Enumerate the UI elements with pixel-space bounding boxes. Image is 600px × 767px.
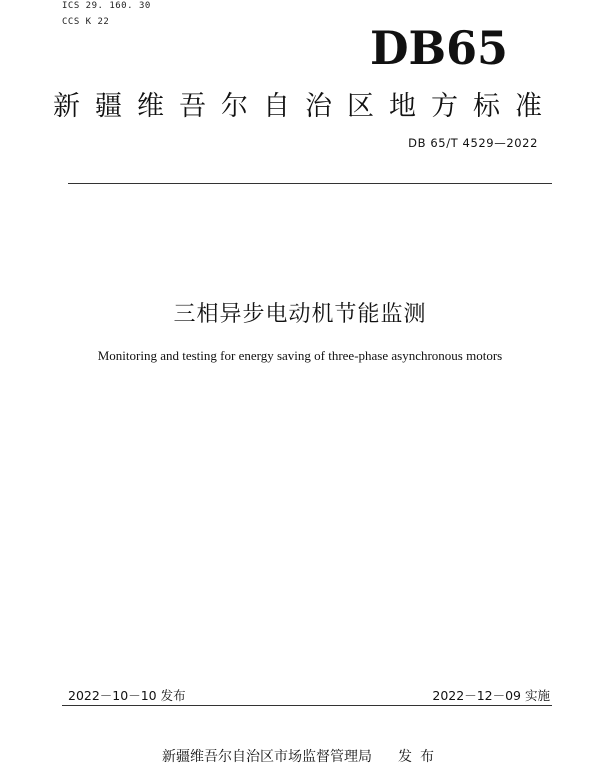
document-title-zh: 三相异步电动机节能监测: [173, 302, 427, 327]
db65-logo-text: DB65: [370, 21, 508, 70]
ccs-code: CCS K 22: [62, 17, 110, 27]
standard-class-title: 新疆维吾尔自治区地方标准: [53, 91, 557, 122]
implementation-date: 2022－12－09 实施: [432, 688, 550, 703]
ics-code: ICS 29. 160. 30: [62, 1, 151, 11]
publisher-name: 新疆维吾尔自治区市场监督管理局: [162, 749, 372, 765]
issue-date: 2022－10－10 发布: [68, 688, 186, 703]
db65-logo: [370, 20, 510, 70]
document-title-en: Monitoring and testing for energy saving of three-phase asynchronous motors: [97, 348, 503, 363]
publisher-line: [162, 746, 442, 766]
header-divider: [68, 183, 552, 184]
standard-number: DB 65/T 4529—2022: [408, 136, 538, 150]
footer-divider: [62, 705, 552, 706]
publisher-issue-verb: 发布: [398, 749, 442, 765]
